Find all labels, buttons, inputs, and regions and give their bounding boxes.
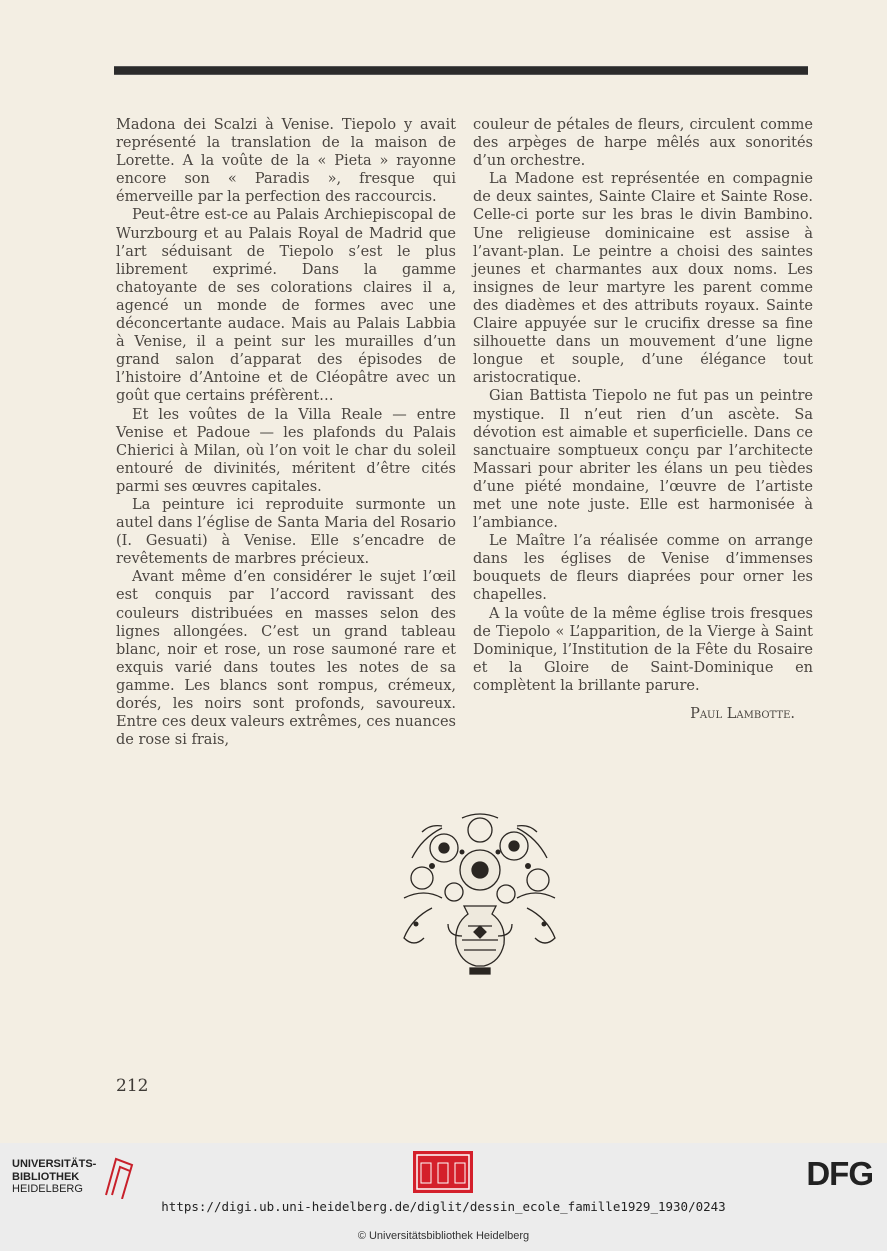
paragraph: Le Maître l’a réalisée comme on arrange dans les églises de Venise d’immenses bouquets de fleurs diaprées pour orner les chapelles. [473, 533, 813, 604]
project-logo-icon[interactable] [413, 1151, 473, 1193]
copyright-notice: © Universitätsbibliothek Heidelberg [357, 1230, 530, 1242]
library-name-line3: HEIDELBERG [12, 1183, 83, 1196]
left-column [116, 116, 456, 749]
vase-bouquet-ornament-icon [392, 808, 567, 980]
author-signature: Paul Lambotte. [690, 706, 795, 722]
project-logo-graphic [413, 1151, 473, 1193]
paragraph: Et les voûtes de la Villa Reale — entre Venise et Padoue — les plafonds du Palais Chierici à Milan, où l’on voit le char du soleil entouré de divinités, méritent d’être cités parmi ses œuvres capitales. [116, 406, 456, 495]
right-column [473, 116, 813, 723]
header-rule [114, 66, 808, 75]
library-name-line1: UNIVERSITÄTS- [12, 1158, 97, 1171]
paragraph: Avant même d’en considérer le sujet l’œil est conquis par l’accord ravissant des couleurs distribuées en masses selon des lignes allongées. C’est un grand tableau blanc, noir et rose, un rose saumoné rare et exquis varié dans toutes les notes de sa gamme. Les blancs sont rompus, crémeux, dorés, les noirs sont profonds, savoureux. Entre ces deux valeurs extrêmes, ces nuances de rose si frais, [116, 569, 456, 749]
paragraph: La Madone est représentée en compagnie de deux saintes, Sainte Claire et Sainte Rose. Celle-ci porte sur les bras le divin Bambino. Une religieuse dominicaine est assise à l’avant-plan. Le peintre a choisi des saintes jeunes et charmantes aux doux noms. Les insignes de leur martyre les parent comme des diadèmes et des attributs royaux. Sainte Claire appuyée sur le crucifix dresse sa fine silhouette dans un mouvement d’une ligne longue et souple, d’une élégance tout aristocratique. [473, 171, 813, 387]
viewer-footer [0, 1143, 887, 1251]
paragraph: couleur de pétales de fleurs, circulent comme des arpèges de harpe mêlés aux sonorités d’un orchestre. [473, 117, 813, 170]
paragraph: Gian Battista Tiepolo ne fut pas un peintre mystique. Il n’eut rien d’un ascète. Sa dévotion est aimable et superficielle. Dans ce sanctuaire somptueux conçu par l’architecte Massari pour abriter les élans un peu tièdes d’une piété mondaine, l’œuvre de l’artiste met une note juste. Elle est harmonisée à l’ambiance. [473, 388, 813, 532]
library-name-line2: BIBLIOTHEK [12, 1170, 80, 1183]
ub-heidelberg-logo-icon[interactable] [12, 1155, 136, 1199]
paragraph: A la voûte de la même église trois fresques de Tiepolo « L’apparition, de la Vierge à Saint Dominique, l’Institution de la Fête du Rosaire et la Gloire de Saint-Dominique en complètent la brillante parure. [473, 605, 813, 694]
paragraph: Madona dei Scalzi à Venise. Tiepolo y avait représenté la translation de la maison de Lorette. A la voûte de la « Pieta » rayonne encore son « Paradis », fresque qui émerveille par la perfection des raccourcis. [116, 117, 456, 206]
paragraph: La peinture ici reproduite surmonte un autel dans l’église de Santa Maria del Rosario (I. Gesuati) à Venise. Elle s’encadre de revêtements de marbres précieux. [116, 496, 456, 568]
ub-emblem-icon [102, 1155, 136, 1199]
page-number: 212 [116, 1076, 149, 1096]
permalink-url[interactable]: https://digi.ub.uni-heidelberg.de/diglit/dessin_ecole_famille1929_1930/0243 [161, 1199, 726, 1214]
paragraph: Peut-être est-ce au Palais Archiepiscopal de Wurzbourg et au Palais Royal de Madrid que l’art séduisant de Tiepolo s’est le plus librement exprimé. Dans la gamme chatoyante de ses colorations claires il a, agencé un monde de formes avec une déconcertante audace. Mais au Palais Labbia à Venise, il a peint sur les murailles d’un grand salon d’apparat des épisodes de l’histoire d’Antoine et de Cléopâtre avec un goût que certains préfèrent… [116, 207, 456, 405]
dfg-logo-icon[interactable]: DFG [806, 1155, 873, 1192]
